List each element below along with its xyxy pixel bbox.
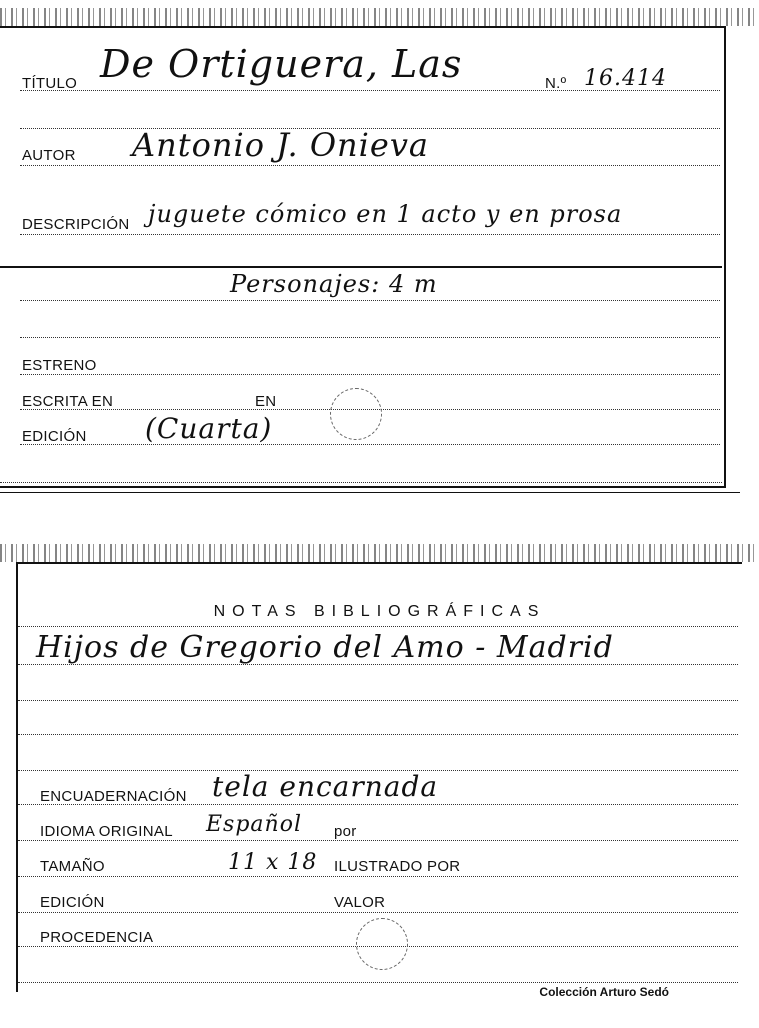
edicion-label-bottom: EDICIÓN xyxy=(40,894,105,911)
rule xyxy=(18,912,738,913)
titulo-label: TÍTULO xyxy=(22,75,78,92)
autor-label: AUTOR xyxy=(22,147,76,164)
collection-credit: Colección Arturo Sedó xyxy=(539,985,669,999)
punch-hole-mark xyxy=(356,918,408,970)
rule xyxy=(18,840,738,841)
rule xyxy=(18,876,738,877)
en-label: EN xyxy=(255,393,277,410)
rule xyxy=(18,982,738,983)
idioma-value: Español xyxy=(206,812,302,837)
escrita-label: ESCRITA EN xyxy=(22,393,114,410)
edicion-label: EDICIÓN xyxy=(22,428,87,445)
rule xyxy=(0,266,722,268)
encuadernacion-label: ENCUADERNACIÓN xyxy=(40,788,187,805)
tamano-value: 11 x 18 xyxy=(228,850,318,875)
procedencia-label: PROCEDENCIA xyxy=(40,929,154,946)
rule xyxy=(20,165,720,166)
por-label: por xyxy=(334,823,357,840)
imprenta-value: Hijos de Gregorio del Amo - Madrid xyxy=(36,630,614,665)
rule xyxy=(20,300,720,301)
notas-bibliograficas-title: NOTAS BIBLIOGRÁFICAS xyxy=(213,603,546,620)
numero-label: N.º xyxy=(545,75,567,92)
estreno-label: ESTRENO xyxy=(22,357,97,374)
rule xyxy=(20,444,720,445)
scan-noise-middle xyxy=(0,544,759,562)
personajes-value: Personajes: 4 m xyxy=(230,270,438,298)
rule xyxy=(20,234,720,235)
valor-label: VALOR xyxy=(334,894,386,911)
rule xyxy=(18,734,738,735)
descripcion-value: juguete cómico en 1 acto y en prosa xyxy=(148,200,623,228)
idioma-label: IDIOMA ORIGINAL xyxy=(40,823,173,840)
rule xyxy=(20,374,720,375)
punch-hole-mark xyxy=(330,388,382,440)
scan-noise-top xyxy=(0,8,759,26)
ilustrado-label: ILUSTRADO POR xyxy=(334,858,461,875)
card-separator xyxy=(0,492,740,493)
edicion-value: (Cuarta) xyxy=(145,412,273,445)
descripcion-label: DESCRIPCIÓN xyxy=(22,216,130,233)
autor-value: Antonio J. Onieva xyxy=(132,126,429,164)
rule xyxy=(0,482,722,483)
rule xyxy=(18,700,738,701)
rule xyxy=(18,626,738,627)
tamano-label: TAMAÑO xyxy=(40,858,105,875)
encuadernacion-value: tela encarnada xyxy=(212,770,439,803)
rule xyxy=(20,337,720,338)
numero-value: 16.414 xyxy=(584,66,667,91)
titulo-value: De Ortiguera, Las xyxy=(100,42,463,86)
